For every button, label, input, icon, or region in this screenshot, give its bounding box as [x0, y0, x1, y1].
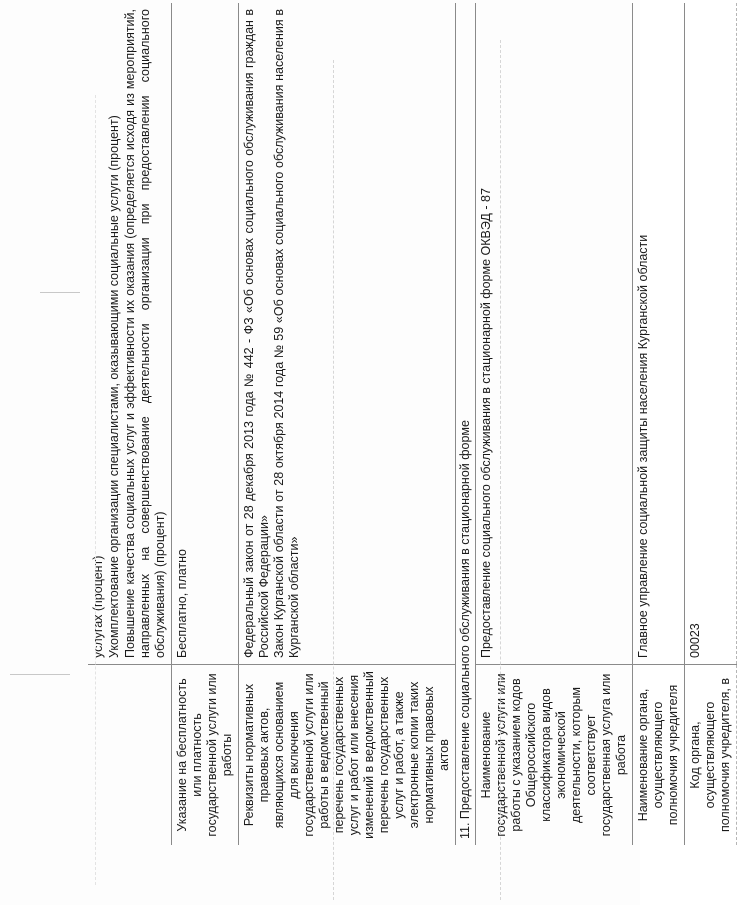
scan-gridline [500, 40, 501, 900]
scan-gridline [95, 95, 96, 885]
legal-act-item: Закон Курганской области от 28 октября 2014 года № 59 «Об основах социального обслуживания населения в Курганской области» [272, 9, 301, 658]
indicators-label-cell [88, 665, 172, 846]
section-row [456, 3, 476, 845]
fee-value: Бесплатно, платно [172, 3, 239, 665]
indicators-cell [88, 3, 172, 665]
indicator-item: Повышение качества социальных услуг и эффективности их оказания (определяется исходя из мероприятий, направленных на совершенствование деятельности организации при предоставлении социального обслуживания) (процент) [123, 9, 167, 658]
authority-name-label: Наименование органа, осуществляющего полномочия учредителя [633, 665, 685, 846]
indicators-row [88, 3, 172, 845]
service-name-value: Предоставление социального обслуживания в стационарной форме ОКВЭД - 87 [476, 3, 633, 665]
authority-name-row [633, 3, 685, 845]
legal-acts-label: Реквизиты нормативных правовых актов, являющихся основанием для включения государственной услуги или работы в ведомственный перечень государственных услуг и работ или внесения изменений в ведомственный перечень государственных услуг и работ, а также электронные копии таких нормативных правовых актов [239, 665, 456, 846]
scan-artifact [10, 674, 70, 675]
authority-code-row [685, 3, 737, 845]
indicator-item: услугах (процент) [91, 555, 105, 658]
legal-acts-row [239, 3, 456, 845]
fee-label: Указание на бесплатность или платность государственной услуги или работы [172, 665, 239, 846]
section-title: 11. Предоставление социального обслуживания в стационарной форме [456, 3, 476, 845]
authority-code-value: 00023 [685, 3, 737, 665]
authority-code-label: Код органа, осуществляющего полномочия учредителя, в [685, 665, 737, 846]
legal-acts-cell [239, 3, 456, 665]
fee-row [172, 3, 239, 845]
legal-act-item: Федеральный закон от 28 декабря 2013 года № 442 - ФЗ «Об основах социального обслуживания граждан в Российской Федерации» [242, 9, 271, 658]
scan-artifact [40, 292, 80, 293]
service-registry-table [88, 3, 737, 845]
service-name-label: Наименование государственной услуги или работы с указанием кодов Общероссийского классификатора видов экономической деятельности, которым соответствует государственная услуга или работа [476, 665, 633, 846]
scan-gridline [333, 60, 334, 900]
indicator-item: Укомплектование организации специалистами, оказывающими социальные услуги (процент) [107, 115, 121, 658]
authority-name-value: Главное управление социальной защиты населения Курганской области [633, 3, 685, 665]
